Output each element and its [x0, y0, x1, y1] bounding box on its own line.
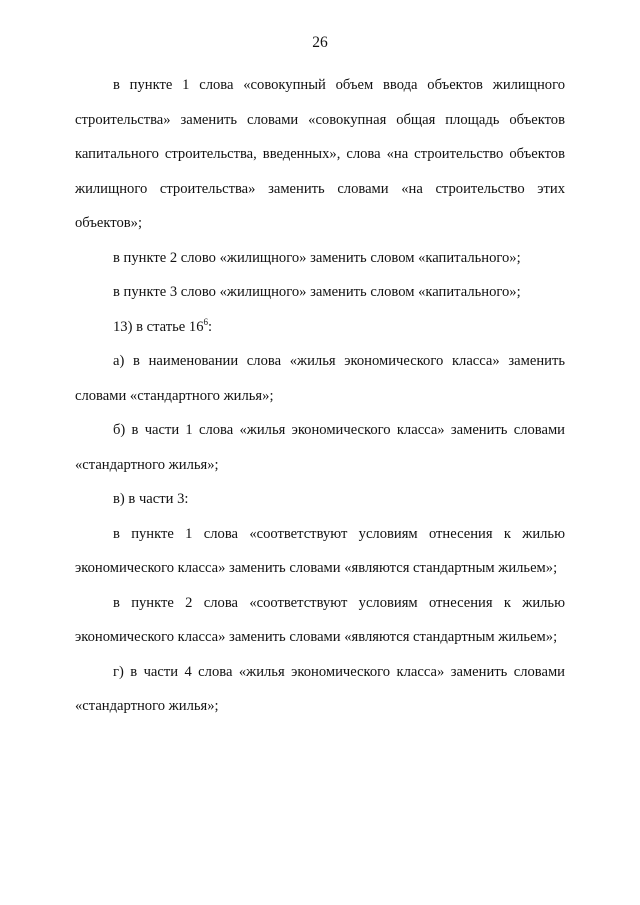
document-body: [75, 68, 565, 724]
paragraph: в пункте 2 слово «жилищного» заменить словом «капитального»;: [113, 249, 521, 266]
paragraph: г) в части 4 слова «жилья экономического класса» заменить словами «стандартного жилья»;: [75, 663, 565, 714]
page-number: 26: [312, 34, 328, 51]
article-item-prefix: 13) в статье 16: [113, 318, 204, 335]
article-item-superscript: 6: [203, 316, 209, 327]
paragraph: в пункте 3 слово «жилищного» заменить словом «капитального»;: [113, 284, 521, 300]
paragraph: б) в части 1 слова «жилья экономического класса» заменить словами «стандартного жилья»;: [75, 422, 565, 473]
paragraph: в пункте 1 слова «соответствуют условиям отнесения к жилью экономического класса» заменить словами «являются стандартным жильем»;: [75, 525, 565, 576]
article-item-suffix: :: [208, 318, 213, 335]
paragraph: в пункте 1 слова «совокупный объем ввода объектов жилищного строительства» заменить словами «совокупная общая площадь объектов капитального строительства, введенных», слова «на строительство объектов жилищного строительства» заменить словами «на строительство этих объектов»;: [75, 77, 565, 231]
article-item: [75, 310, 565, 345]
paragraph: а) в наименовании слова «жилья экономического класса» заменить словами «стандартного жилья»;: [75, 353, 565, 404]
paragraph: в пункте 2 слова «соответствуют условиям отнесения к жилью экономического класса» заменить словами «являются стандартным жильем»;: [75, 594, 565, 645]
paragraph: в) в части 3:: [113, 491, 189, 507]
